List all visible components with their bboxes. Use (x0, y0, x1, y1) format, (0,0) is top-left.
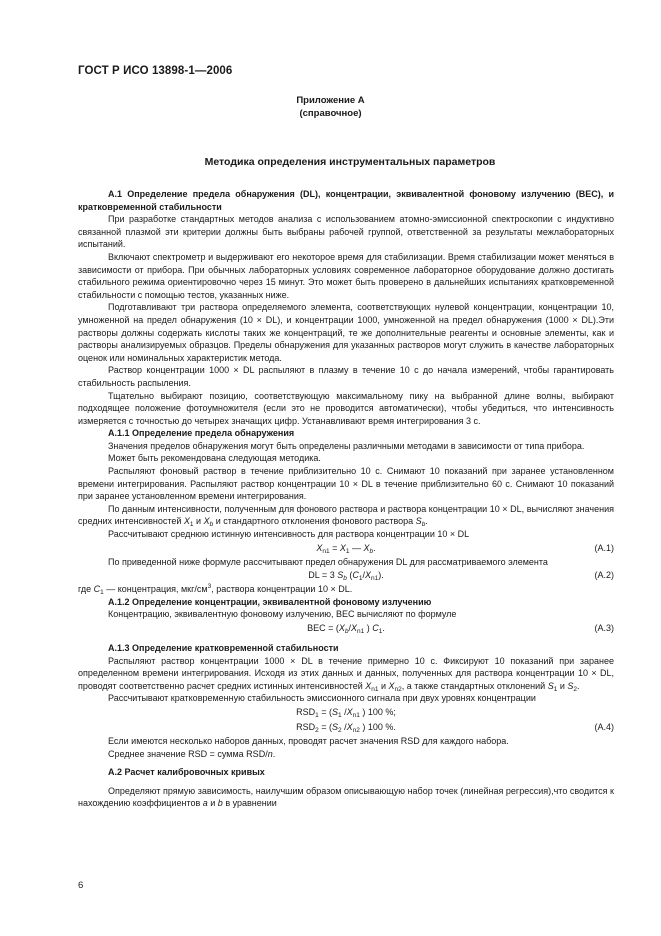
paragraph-2: Включают спектрометр и выдерживают его некоторое время для стабилизации. Время стабилизации может меняться в зависимости от прибора. При обычных лабораторных условиях современное лабораторное оборудование должно достигать стабильного режима ориентировочно через 15 минут. Это может быть проверено в дальнейших испытаниях кратковременной стабильности с помощью тестов, указанных ниже. (78, 251, 614, 300)
equation-a4-expression-2: $RSD_2 = (S_2$ $/X_{n2}$ ) 100 %. (296, 721, 396, 734)
document-body (78, 188, 614, 810)
equation-a1-expression: $X_{n1} = X_1$ — $X_b$. (316, 542, 376, 555)
paragraph-10: Рассчитывают среднюю истинную интенсивность для раствора концентрации 10 × DL (108, 529, 470, 540)
paragraph-3: Подготавливают три раствора определяемого элемента, соответствующих нулевой концентрации, концентрации 10, умноженной на предел обнаружения (10 × DL), и концентрации 1000, умноженной на предел обнаружения (1000 × DL).Эти растворы должны содержать кислоты таких же концентраций, те же дополнительные реагенты и основные элементы, как и растворы анализируемых образцов. Пределы обнаружения для указанных растворов могут служить в качестве лабораторных оценок или номинальных характеристик метода. (78, 302, 614, 363)
equation-a1-number: (А.1) (594, 542, 614, 553)
paragraph-18: Определяют прямую зависимость, наилучшим образом описывающую набор точек (линейная регрессия),что сводится к нахождению коэффициентов a и b в уравнении (78, 785, 614, 809)
paragraph-11: По приведенной ниже формуле рассчитывают предел обнаружения DL для рассматриваемого элемента (108, 556, 548, 567)
paragraph-12: где $C_1$ — концентрация, мкг/$см^3$, раствора концентрации 10 × DL. (78, 583, 353, 597)
paragraph-6: Значения пределов обнаружения могут быть определены различными методами в зависимости от типа прибора. (108, 440, 585, 451)
section-a13-heading: А.1.3 Определение кратковременной стабильности (108, 643, 339, 653)
equation-a4-line2 (78, 720, 614, 735)
paragraph-8: Распыляют фоновый раствор в течение приблизительно 10 с. Снимают 10 показаний при заранее установленном времени интегрирования. Распыляют раствор концентрации 10 × DL в течение приблизительно 60 с. Снимают 10 показаний при заранее установленном времени интегрирования. (78, 466, 614, 502)
equation-a4-expression-1: $RSD_1 = (S_1$ $/X_{n1}$ ) 100 %; (296, 706, 396, 719)
standard-header: ГОСТ Р ИСО 13898-1—2006 (78, 65, 233, 77)
equation-a3-expression: ВЕС = ($X_b/X_{n1}$ ) $C_1$. (307, 623, 385, 635)
paragraph-15: Рассчитывают кратковременную стабильность эмиссионного сигнала при двух уровнях концентрации (108, 693, 536, 704)
paragraph-9: По данным интенсивности, полученным для фонового раствора и раствора концентрации 10 × DL, вычисляют значения средних интенсивностей $X_1$ и $X_b$ и стандартного отклонения фонового раствора $S_b$. (78, 503, 614, 529)
equation-a3-number: (А.3) (594, 623, 614, 633)
equation-a2-number: (А.2) (594, 570, 614, 581)
document-title: Методика определения инструментальных параметров (204, 156, 496, 168)
section-a12-heading: А.1.2 Определение концентрации, эквивалентной фоновому излучению (108, 596, 432, 607)
appendix-label: Приложение А (296, 95, 365, 106)
section-a2-heading: А.2 Расчет калибровочных кривых (108, 767, 265, 778)
paragraph-14: Распыляют раствор концентрации 1000 × DL в течение примерно 10 с. Фиксируют 10 показаний при заранее определенном времени интегрирования. Исходя из этих данных и данных, полученных для раствора концентрации 10 × DL, проводят соответственно расчет средних истинных интенсивностей $X_{n1}$ и $X_{n2}$, а также стандартных отклонений $S_1$ и $S_2$. (78, 655, 614, 693)
section-a1-heading: А.1 Определение предела обнаружения (DL), концентрации, эквивалентной фоновому излучению (ВЕС), и кратковременной стабильности (78, 189, 614, 212)
paragraph-16: Если имеются несколько наборов данных, проводят расчет значения RSD для каждого набора. (108, 735, 509, 746)
equation-a3 (78, 621, 614, 636)
section-a11-heading: А.1.1 Определение предела обнаружения (108, 428, 295, 439)
paragraph-1: При разработке стандартных методов анализа с использованием атомно-эмиссионной спектроскопии с индуктивно связанной плазмой эти критерии должны быть выбраны рабочей группой, ответственной за результаты межлабораторных испытаний. (78, 214, 614, 250)
equation-a2-expression: DL = 3 $S_b$ $(C_1/X_{n1})$. (308, 570, 384, 583)
equation-a4-number: (А.4) (594, 721, 614, 732)
equation-a4-line1 (78, 705, 614, 720)
page-number: 6 (78, 880, 84, 891)
paragraph-13: Концентрацию, эквивалентную фоновому излучению, ВЕС вычисляют по формуле (108, 609, 457, 620)
paragraph-4: Раствор концентрации 1000 × DL распыляют в плазму в течение 10 с до начала измерений, чтобы гарантировать стабильность распыления. (78, 365, 614, 388)
appendix-type: (справочное) (299, 108, 362, 119)
paragraph-17: Среднее значение RSD = сумма RSD/n. (108, 748, 276, 759)
paragraph-5: Тщательно выбирают позицию, соответствующую максимальному пику на выбранной длине волны, выбирают подходящее положение фотоумножителя (если это не проводится автоматически), чтобы убедиться, что интенсивность измеряется с точностью до четырех значащих цифр. Устанавливают время интегрирования 3 с. (78, 390, 614, 426)
equation-a2 (78, 568, 614, 583)
paragraph-7: Может быть рекомендована следующая методика. (108, 453, 321, 464)
equation-a1 (78, 541, 614, 556)
